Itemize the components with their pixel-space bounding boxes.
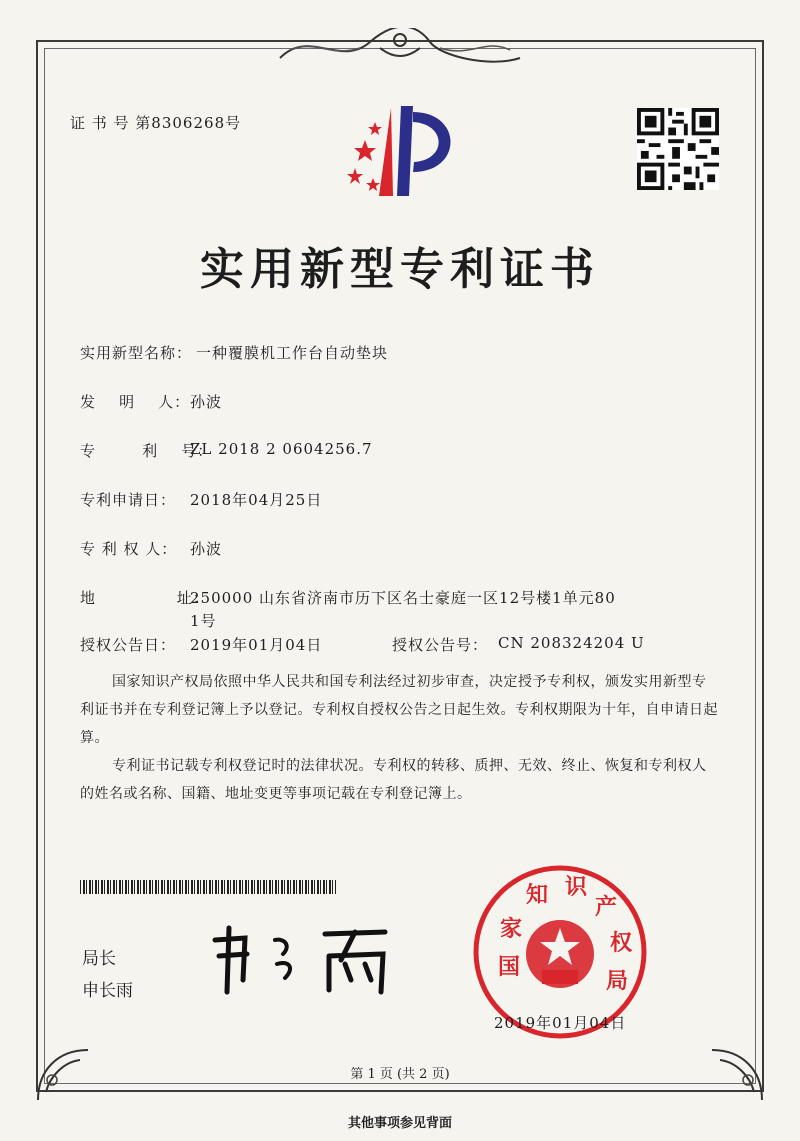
svg-text:家: 家 (500, 916, 523, 942)
director-title: 局长 (82, 949, 116, 969)
name-value: 一种覆膜机工作台自动垫块 (196, 344, 389, 362)
barcode-icon (80, 880, 336, 894)
name-label: 实用新型名称： (80, 344, 193, 362)
inventor-label: 发 明 人： (80, 393, 191, 411)
handwritten-signature (205, 920, 405, 1000)
body-paragraph-1: 国家知识产权局依照中华人民共和国专利法经过初步审查，决定授予专利权，颁发实用新型专利证书并在专利登记簿上予以登记。专利权自授权公告之日起生效。专利权期限为十年，自申请日起算。 (80, 674, 718, 746)
patentee-value: 孙波 (190, 540, 223, 558)
address-line1: 250000 山东省济南市历下区名士豪庭一区12号楼1单元80 (190, 589, 616, 607)
grant-no-value: CN 208324204 U (498, 634, 645, 652)
qr-code-icon (637, 108, 719, 190)
page-number: 第 1 页 (共 2 页) (350, 1067, 450, 1082)
inventor-value: 孙波 (190, 393, 223, 411)
svg-text:权: 权 (610, 930, 633, 956)
grant-date-label: 授权公告日： (80, 636, 177, 654)
apply-date-value: 2018年04月25日 (190, 491, 323, 509)
svg-text:知: 知 (526, 882, 549, 908)
svg-text:产: 产 (595, 894, 618, 920)
patentee-label: 专 利 权 人： (80, 540, 178, 558)
apply-date-label: 专利申请日： (80, 491, 177, 509)
certificate-title: 实用新型专利证书 (200, 244, 600, 295)
seal-date: 2019年01月04日 (494, 1014, 627, 1032)
address-label: 地 址： (80, 589, 209, 607)
director-name: 申长雨 (82, 981, 133, 1001)
svg-text:局: 局 (606, 968, 629, 994)
top-ornament-icon (270, 28, 530, 68)
patent-no-label: 专 利 号： (80, 442, 214, 460)
svg-text:国: 国 (498, 954, 521, 980)
address-line2: 1号 (190, 612, 217, 630)
certificate-number: 证 书 号 第8306268号 (70, 114, 242, 132)
grant-date-value: 2019年01月04日 (190, 636, 323, 654)
body-paragraph-2: 专利证书记载专利权登记时的法律状况。专利权的转移、质押、无效、终止、恢复和专利权人的姓名或名称、国籍、地址变更等事项记载在专利登记簿上。 (80, 758, 707, 802)
footer-note: 其他事项参见背面 (347, 1116, 452, 1131)
patent-no-value: ZL 2018 2 0604256.7 (190, 440, 373, 458)
svg-text:识: 识 (565, 874, 588, 900)
grant-no-label: 授权公告号： (392, 636, 489, 654)
cnipa-logo-icon (335, 98, 465, 203)
